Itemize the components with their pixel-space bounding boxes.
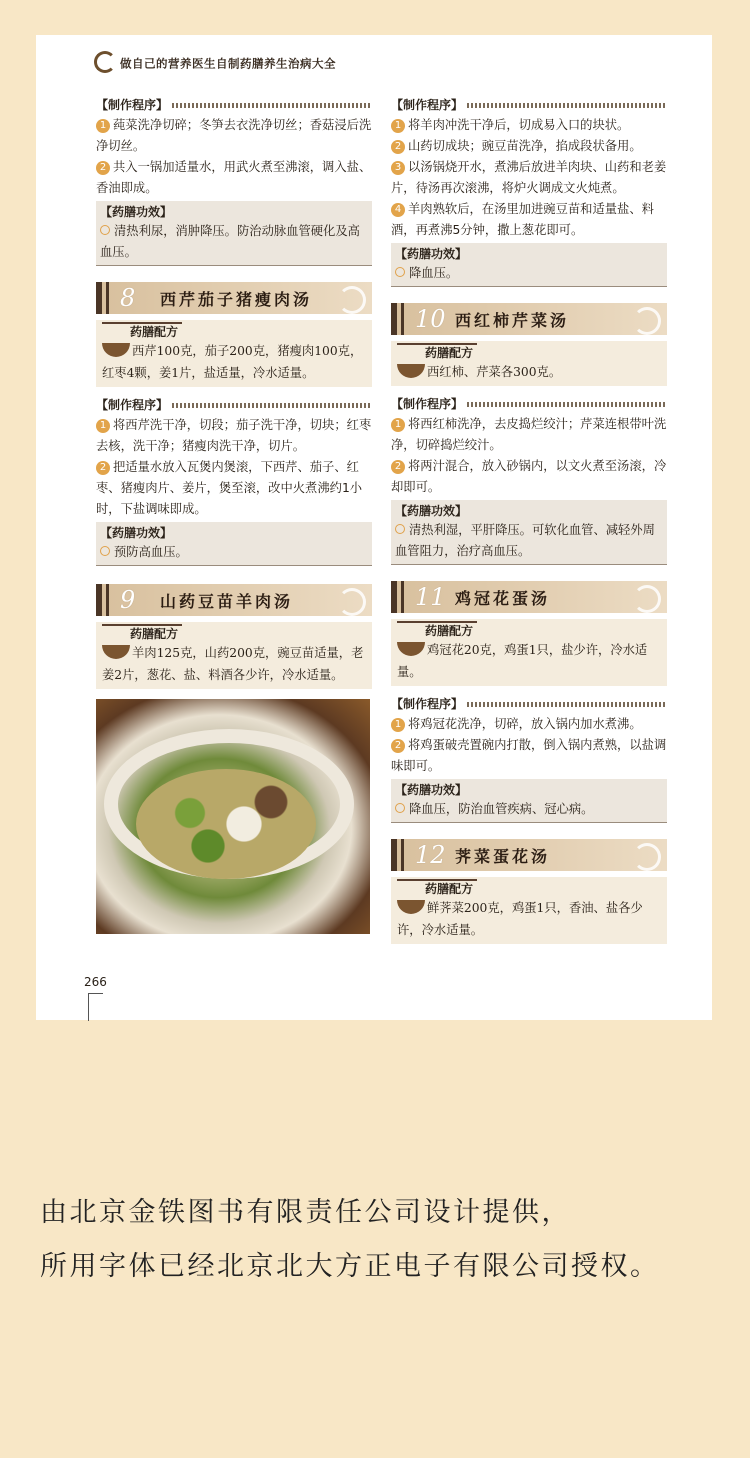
- steps-label: 【制作程序】: [96, 95, 372, 115]
- recipe-banner: 12 荠菜蛋花汤: [391, 839, 667, 871]
- recipe-banner: 8 西芹茄子猪瘦肉汤: [96, 282, 372, 314]
- recipe-title: 山药豆苗羊肉汤: [160, 591, 294, 611]
- cloud-swirl-icon: [633, 585, 661, 613]
- step-item: 2 共入一锅加适量水，用武火煮至沸滚，调入盐、香油即成。: [96, 160, 372, 195]
- step-item: 1 莼菜洗净切碎；冬笋去衣洗净切丝；香菇浸后洗净切丝。: [96, 118, 372, 153]
- effect-box: 【药膳功效】 预防高血压。: [96, 522, 372, 566]
- effect-box: 【药膳功效】 清热利尿，消肿降压。防治动脉血管硬化及高血压。: [96, 201, 372, 266]
- left-column: [96, 95, 372, 934]
- recipe-banner: 9 山药豆苗羊肉汤: [96, 584, 372, 616]
- recipe-box: 药膳配方 西红柿、芹菜各300克。: [391, 341, 667, 386]
- bullet-icon: [100, 546, 110, 556]
- step-item: 2 山药切成块；豌豆苗洗净，掐成段状备用。: [391, 136, 667, 157]
- credit-line-2: 所用字体已经北京北大方正电子有限公司授权。: [40, 1251, 660, 1282]
- step-item: 4 羊肉熟软后，在汤里加进豌豆苗和适量盐、料酒，再煮沸5分钟，撒上葱花即可。: [391, 202, 654, 237]
- recipe-box: 药膳配方 鲜荠菜200克，鸡蛋1只，香油、盐各少许，冷水适量。: [391, 877, 667, 944]
- bullet-icon: [100, 225, 110, 235]
- recipe-box: 药膳配方 西芹100克，茄子200克，猪瘦肉100克，红枣4颗，姜1片，盐适量，冷水适量。: [96, 320, 372, 387]
- header-title: 做自己的营养医生自制药膳养生治病大全: [120, 56, 336, 71]
- cloud-swirl-icon: [633, 843, 661, 871]
- recipe-box: 药膳配方 羊肉125克，山药200克，豌豆苗适量，老姜2片，葱花、盐、料酒各少许，冷水适量。: [96, 622, 372, 689]
- scale-bowl-icon: [397, 364, 425, 378]
- step-item: 2 将鸡蛋破壳置碗内打散，倒入锅内煮熟，以盐调味即可。: [391, 738, 667, 773]
- step-item: 1 将西红柿洗净，去皮捣烂绞汁；芹菜连根带叶洗净，切碎捣烂绞汁。: [391, 417, 667, 452]
- recipe-banner: 11 鸡冠花蛋汤: [391, 581, 667, 613]
- steps-label: 【制作程序】: [391, 95, 667, 115]
- effect-box: 【药膳功效】 降血压。: [391, 243, 667, 287]
- step-item: 2 把适量水放入瓦煲内煲滚，下西芹、茄子、红枣、猪瘦肉片、姜片，煲至滚，改中火煮沸约1小时，下盐调味即成。: [96, 460, 363, 516]
- scale-bowl-icon: [102, 645, 130, 659]
- step-item: 3 以汤锅烧开水，煮沸后放进羊肉块、山药和老姜片，待汤再次滚沸，将炉火调成文火炖煮。: [391, 160, 667, 195]
- book-page: [36, 35, 712, 1020]
- bullet-icon: [395, 267, 405, 277]
- scale-bowl-icon: [102, 343, 130, 357]
- bullet-icon: [395, 803, 405, 813]
- cloud-swirl-icon: [338, 588, 366, 616]
- steps-label: 【制作程序】: [96, 395, 372, 415]
- credit-line-1: 由北京金铁图书有限责任公司设计提供，: [40, 1197, 571, 1228]
- recipe-title: 西芹茄子猪瘦肉汤: [160, 289, 313, 309]
- page-number: 266: [84, 975, 107, 989]
- steps-label: 【制作程序】: [391, 394, 667, 414]
- recipe-title: 西红柿芹菜汤: [455, 310, 570, 330]
- cloud-swirl-icon: [633, 307, 661, 335]
- steps-label: 【制作程序】: [391, 694, 667, 714]
- page-corner-mark: [88, 993, 103, 1021]
- cloud-swirl-icon: [338, 286, 366, 314]
- recipe-title: 鸡冠花蛋汤: [455, 588, 551, 608]
- effect-box: 【药膳功效】 降血压，防治血管疾病、冠心病。: [391, 779, 667, 823]
- recipe-banner: 10 西红柿芹菜汤: [391, 303, 667, 335]
- step-item: 1 将鸡冠花洗净，切碎，放入锅内加水煮沸。: [391, 714, 667, 735]
- recipe-title: 荠菜蛋花汤: [455, 846, 551, 866]
- effect-box: 【药膳功效】 清热利湿，平肝降压。可软化血管、减轻外周血管阻力，治疗高血压。: [391, 500, 667, 565]
- soup-bowl-photo: [96, 699, 370, 934]
- bullet-icon: [395, 524, 405, 534]
- recipe-box: 药膳配方 鸡冠花20克，鸡蛋1只，盐少许，冷水适量。: [391, 619, 667, 686]
- swirl-logo-icon: [94, 51, 116, 73]
- right-column: [391, 95, 667, 944]
- page-header: [94, 55, 336, 73]
- step-item: 2 将两汁混合，放入砂锅内，以文火煮至汤滚，冷却即可。: [391, 459, 667, 494]
- step-item: 1 将西芹洗干净，切段；茄子洗干净，切块；红枣去核，洗干净；猪瘦肉洗干净，切片。: [96, 418, 372, 453]
- step-item: 1 将羊肉冲洗干净后，切成易入口的块状。: [391, 115, 667, 136]
- scale-bowl-icon: [397, 642, 425, 656]
- scale-bowl-icon: [397, 900, 425, 914]
